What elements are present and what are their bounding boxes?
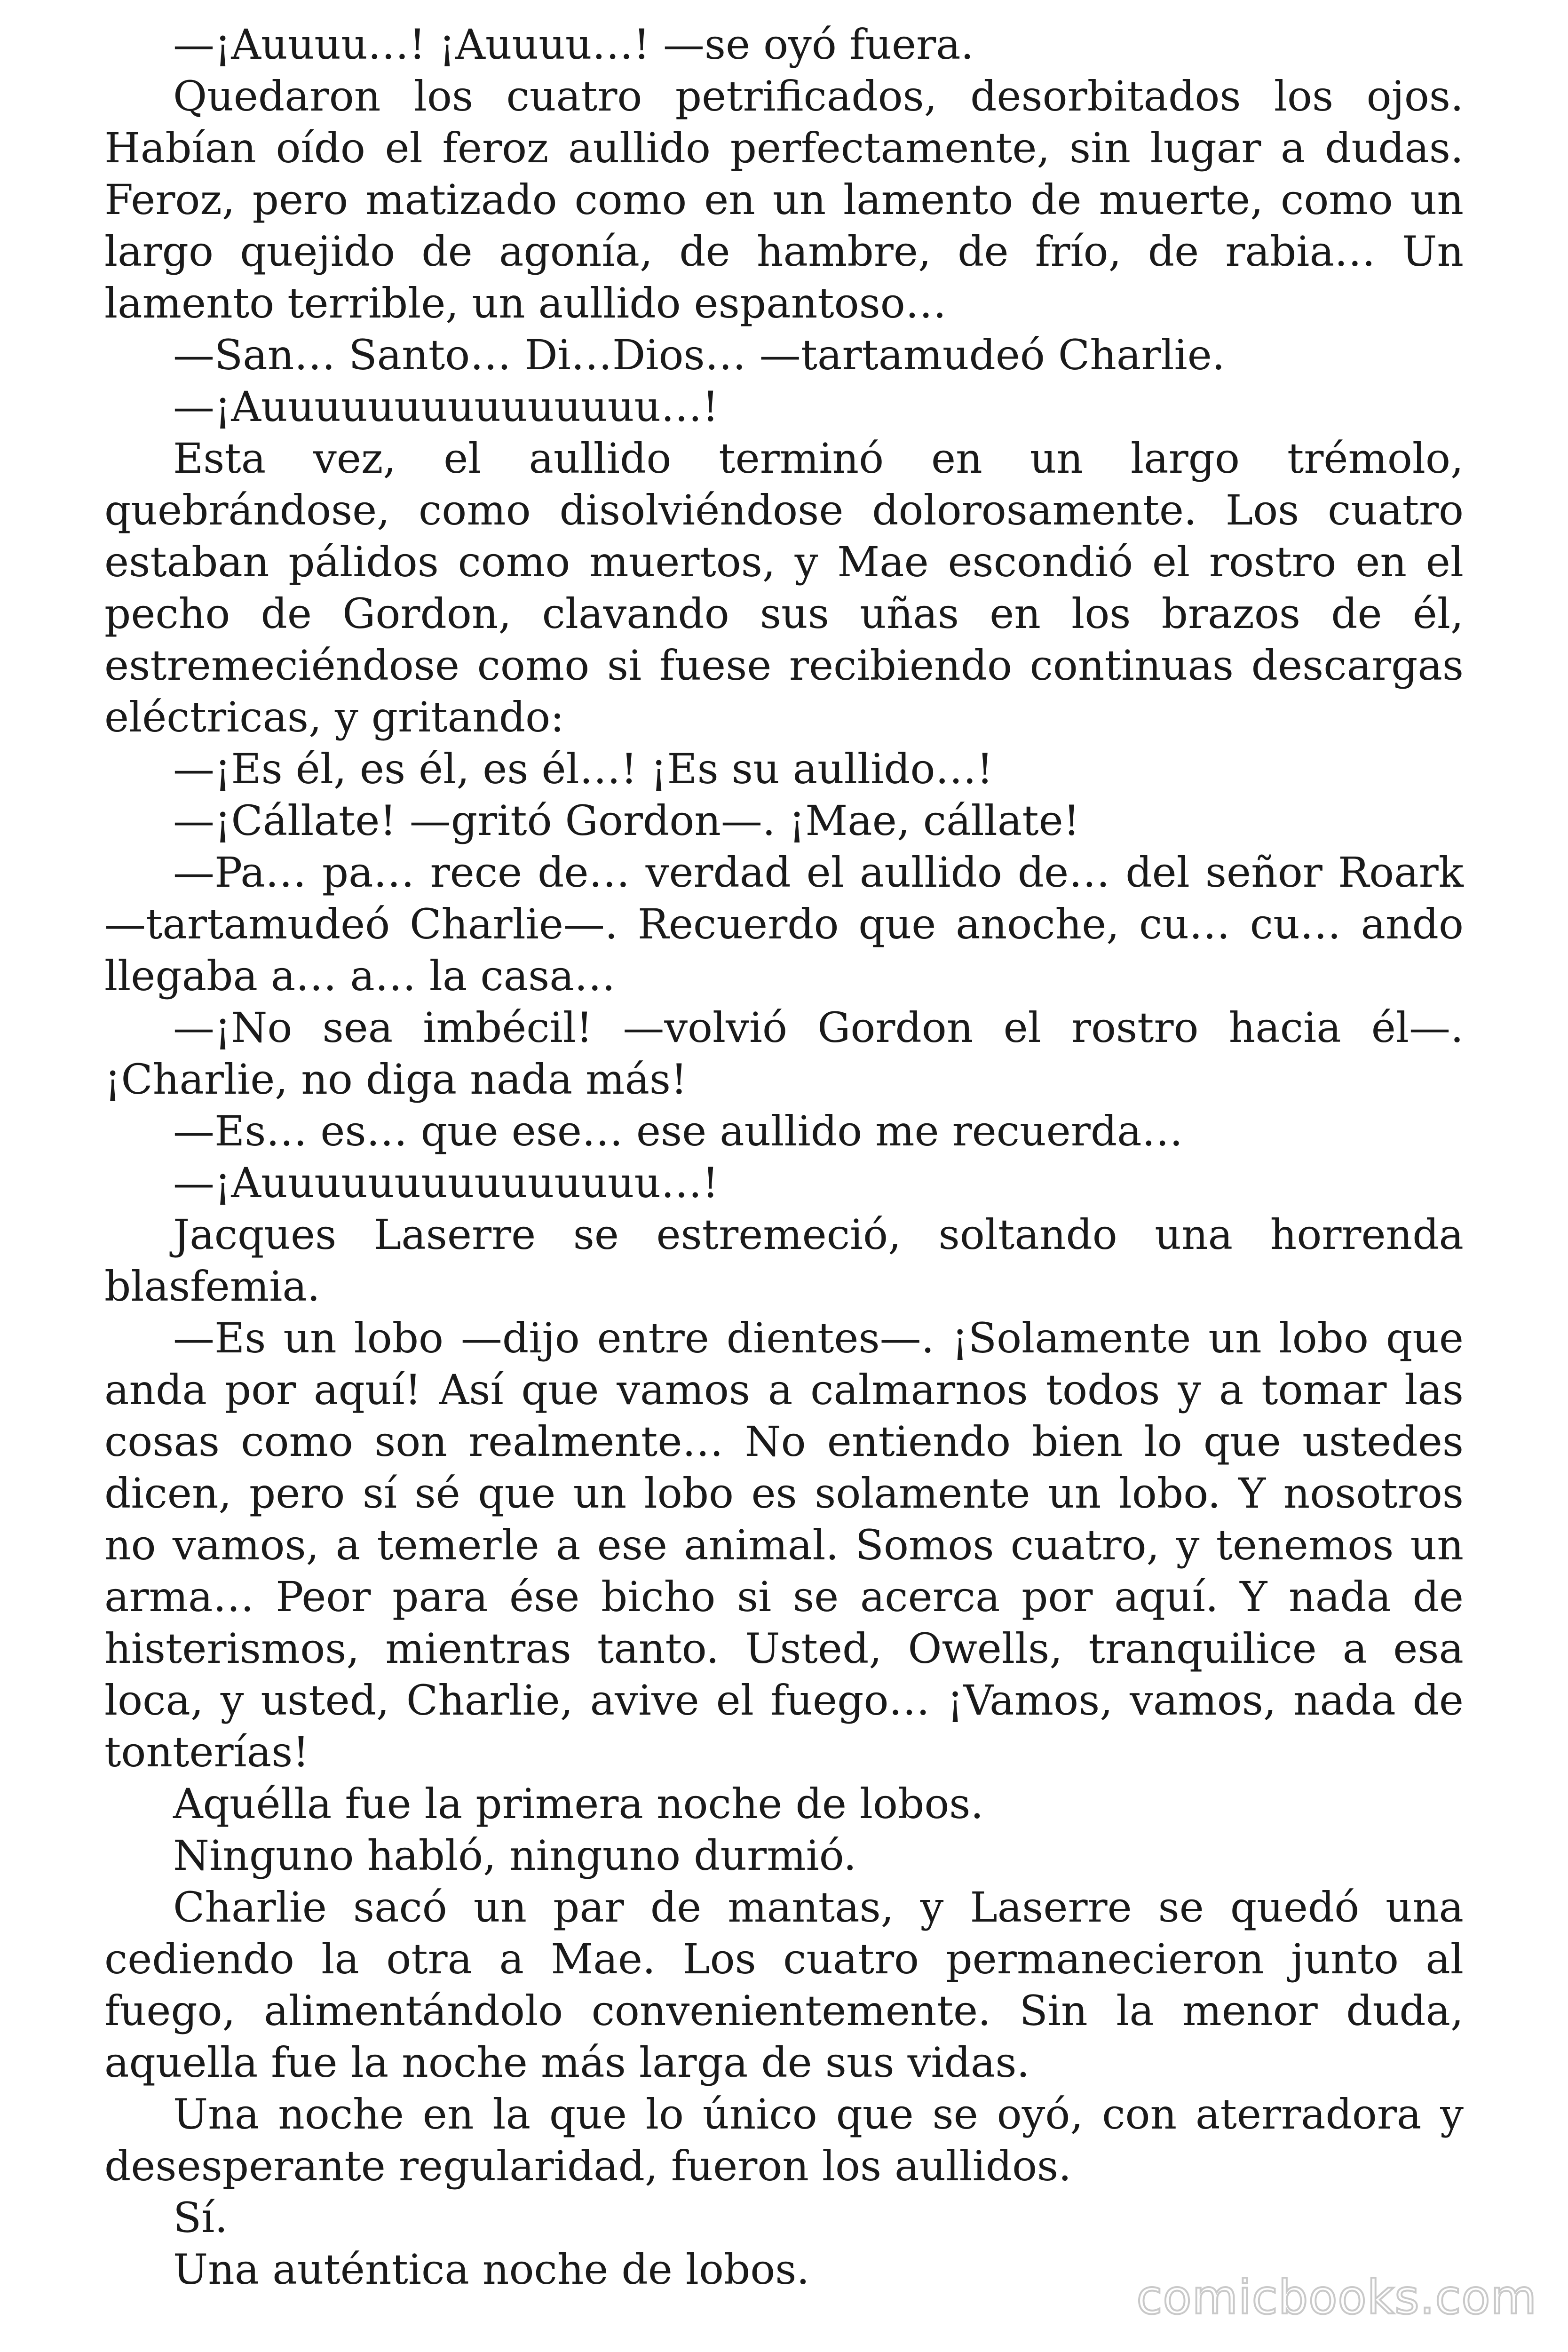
paragraph: —¡Es él, es él, es él…! ¡Es su aullido…!: [173, 745, 993, 793]
paragraph: —Es… es… que ese… ese aullido me recuerda…: [173, 1107, 1183, 1155]
paragraph: —¡No sea imbécil! —volvió Gordon el rostro hacia él—. ¡Charlie, no diga nada más!: [104, 1003, 1464, 1104]
paragraph: Quedaron los cuatro petrificados, desorbitados los ojos. Habían oído el feroz aullido perfectamente, sin lugar a dudas. Feroz, pero matizado como en un lamento de muerte, como un largo quejido de agonía, de hambre, de frío, de rabia… Un lamento terrible, un aullido espantoso…: [104, 72, 1464, 327]
paragraph: Jacques Laserre se estremeció, soltando una horrenda blasfemia.: [104, 1210, 1464, 1311]
paragraph: —¡Cállate! —gritó Gordon—. ¡Mae, cállate!: [173, 796, 1080, 845]
paragraph: Una auténtica noche de lobos.: [173, 2245, 810, 2294]
paragraph: Ninguno habló, ninguno durmió.: [173, 1831, 857, 1880]
paragraph: —San… Santo… Di…Dios… —tartamudeó Charlie.: [173, 331, 1225, 379]
paragraph: —Es un lobo —dijo entre dientes—. ¡Solamente un lobo que anda por aquí! Así que vamos a calmarnos todos y a tomar las cosas como son realmente… No entiendo bien lo que ustedes dicen, pero sí sé que un lobo es solamente un lobo. Y nosotros no vamos, a temerle a ese animal. Somos cuatro, y tenemos un arma… Peor para ése bicho si se acerca por aquí. Y nada de histerismos, mientras tanto. Usted, Owells, tranquilice a esa loca, y usted, Charlie, avive el fuego… ¡Vamos, vamos, nada de tonterías!: [104, 1314, 1464, 1776]
page-text: [104, 19, 1464, 2296]
paragraph: Sí.: [173, 2193, 228, 2242]
paragraph: Charlie sacó un par de mantas, y Laserre se quedó una cediendo la otra a Mae. Los cuatro permanecieron junto al fuego, alimentándolo convenientemente. Sin la menor duda, aquella fue la noche más larga de sus vidas.: [104, 1883, 1464, 2087]
paragraph: —¡Auuuuuuuuuuuuuuu…!: [173, 382, 719, 431]
paragraph: Esta vez, el aullido terminó en un largo trémolo, quebrándose, como disolviéndose dolorosamente. Los cuatro estaban pálidos como muertos, y Mae escondió el rostro en el pecho de Gordon, clavando sus uñas en los brazos de él, estremeciéndose como si fuese recibiendo continuas descargas eléctricas, y gritando:: [104, 434, 1464, 741]
paragraph: —Pa… pa… rece de… verdad el aullido de… del señor Roark —tartamudeó Charlie—. Recuerdo que anoche, cu… cu… ando llegaba a… a… la casa…: [104, 848, 1464, 1000]
paragraph: —¡Auuuuuuuuuuuuuuu…!: [173, 1159, 719, 1207]
paragraph: Aquélla fue la primera noche de lobos.: [173, 1780, 984, 1828]
paragraph: —¡Auuuu…! ¡Auuuu…! —se oyó fuera.: [173, 20, 974, 69]
watermark: comicbooks.com: [1136, 2270, 1537, 2325]
paragraph: Una noche en la que lo único que se oyó, con aterradora y desesperante regularidad, fueron los aullidos.: [104, 2090, 1464, 2190]
